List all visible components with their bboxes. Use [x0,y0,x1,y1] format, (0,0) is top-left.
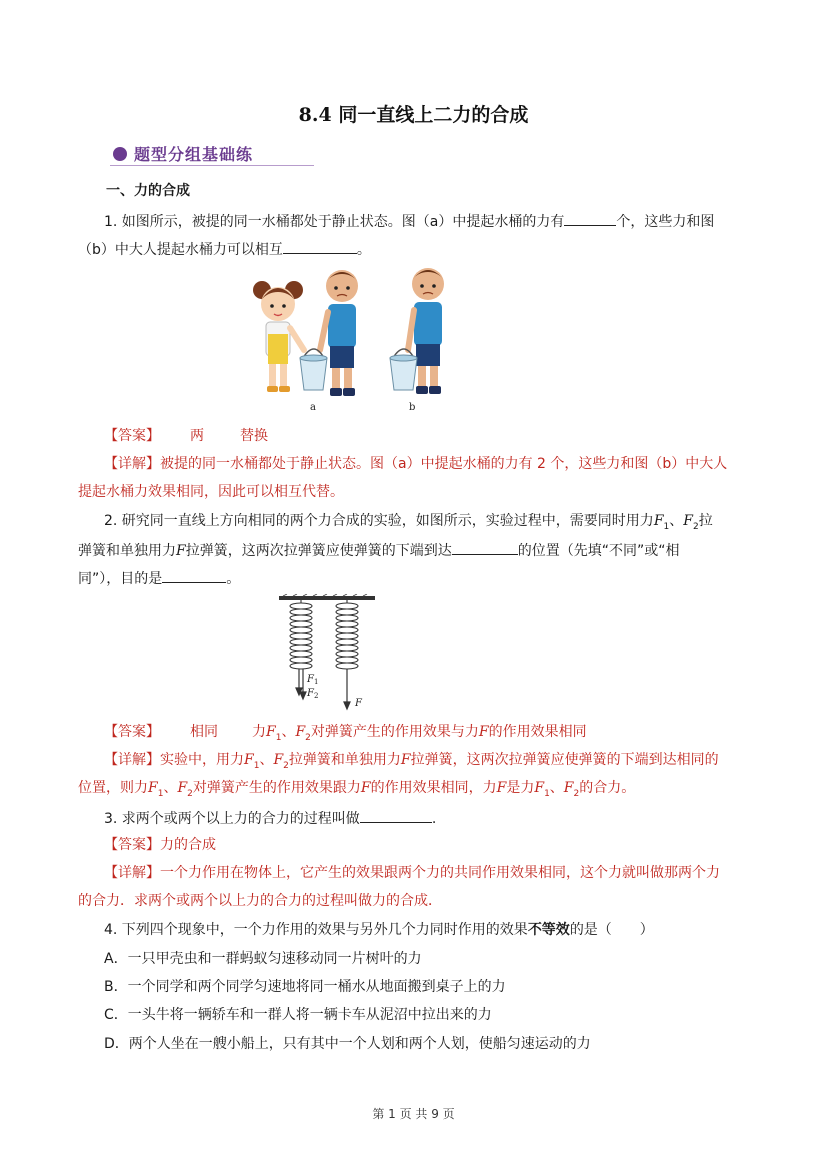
q3-text: 3. 求两个或两个以上力的合力的过程叫做 [104,811,360,827]
q1-answer [104,427,268,445]
q2-detail-text: 拉弹簧和单独用力 [288,752,401,768]
q4-option-c[interactable]: C．一头牛将一辆轿车和一群人将一辆卡车从泥沼中拉出来的力 [104,1007,492,1023]
q2-text: 的作用效果相同 [488,724,587,740]
q2-detail-text: 是力 [506,780,535,796]
q2-sub-2: 2 [187,788,193,799]
q1-answer-1: 两 [190,428,204,444]
man-figure-a [320,270,358,396]
force-arrows [296,669,350,709]
q3-answer [104,836,216,854]
q2-detail-text: 对弹簧产生的作用效果跟力 [192,780,361,796]
q3-text: . [431,811,437,827]
q1-text: （b）中大人提起水桶力可以相互 [78,242,283,258]
detail-tag: 【详解】 [104,865,160,881]
q2-detail-text: 位置，则力 [78,780,148,796]
q2-var-f2: F [177,780,188,796]
answer-tag: 【答案】 [104,837,160,853]
answer-tag: 【答案】 [104,428,160,444]
ceiling-hatch [283,594,367,596]
q2-var-f2: F [683,513,693,529]
q2-text: 、 [669,513,684,529]
q2-var-f1: F [148,780,158,796]
detail-tag: 【详解】 [104,752,160,768]
q2-line-2 [78,540,679,560]
answer-tag: 【答案】 [104,724,160,740]
q2-text: 拉 [698,513,713,529]
section-banner [110,142,314,166]
bullet-dot-icon [113,147,127,161]
q2-text: 、 [549,780,564,796]
q2-detail-text: 拉弹簧，这两次拉弹簧应使弹簧的下端到达相同的 [410,752,719,768]
q2-var-f: F [176,543,186,559]
q2-var-f2: F [295,724,306,740]
q3-detail-text: 一个力作用在物体上，它产生的效果跟两个力的共同作用效果相同，这个力就叫做那两个力 [160,865,720,881]
q3-line [104,808,436,828]
q2-sub-1: 1 [275,732,282,743]
q1-answer-2: 替换 [240,428,268,444]
q2-var-f2: F [563,780,574,796]
q2-sub-1: 1 [663,521,670,532]
q4-text: 的是（ ） [569,922,654,938]
q3-detail-line-2: 的合力．求两个或两个以上力的合力的过程叫做力的合成． [78,893,442,909]
q2-detail-text: 实验中，用力 [160,752,244,768]
q2-blank-1[interactable] [452,540,518,555]
figure-springs [275,594,379,712]
banner-underline [110,165,314,166]
q2-text: 力 [252,724,266,740]
page-title: 8.4 同一直线上二力的合成 [298,104,529,126]
q2-var-f1: F [266,724,276,740]
q2-text: 的位置（先填“不同”或“相 [517,543,680,559]
q2-sub-1: 1 [157,788,164,799]
q2-text: 弹簧和单独用力 [78,543,176,559]
q2-var-f2: F [273,752,284,768]
q1-detail-text: 被提的同一水桶都处于静止状态。图（a）中提起水桶的力有 2 个，这些力和图（b）中大人 [160,456,728,472]
q2-sub-1: 1 [253,760,260,771]
q2-var-f: F [400,752,411,768]
q1-text: 个，这些力和图 [616,214,715,230]
q2-text: 同”），目的是 [78,571,163,587]
q2-var-f: F [496,780,507,796]
q2-sub-2: 2 [692,521,699,532]
q1-blank-2[interactable] [283,239,357,254]
q3-detail-line-1 [104,864,720,882]
figure-label-a: a [310,402,316,413]
q2-line-1 [104,512,713,536]
bucket-b [390,349,417,390]
q4-emphasis: 不等效 [527,922,570,938]
q2-blank-2[interactable] [162,568,226,583]
section-heading: 一、力的合成 [106,183,190,199]
q2-answer-1: 相同 [190,724,218,740]
spring-label-f: F [355,698,362,709]
q1-blank-1[interactable] [564,211,616,226]
q1-detail-line-1 [104,455,727,473]
q1-line-1 [104,211,714,231]
q2-var-f: F [360,780,371,796]
q2-sub-2: 2 [305,732,311,743]
q4-option-b[interactable]: B．一个同学和两个同学匀速地将同一桶水从地面搬到桌子上的力 [104,979,506,995]
q2-text: 拉弹簧，这两次拉弹簧应使弹簧的下端到达 [185,543,452,559]
q2-answer [104,723,587,747]
spring-ceiling [279,596,375,600]
q2-sub-1: 1 [544,788,550,799]
figure-people-buckets [248,262,478,416]
q2-text: 、 [259,752,274,768]
spring-label-f2: $F_2$ [307,688,319,700]
q4-option-d[interactable]: D．两个人坐在一艘小船上，只有其中一个人划和两个人划，使船匀速运动的力 [104,1036,591,1052]
q2-detail-line-1 [104,751,719,775]
bucket-a [300,349,327,390]
q3-blank[interactable] [360,808,432,823]
q4-option-a[interactable]: A．一只甲壳虫和一群蚂蚁匀速移动同一片树叶的力 [104,951,422,967]
q4-text: 4. 下列四个现象中，一个力作用的效果与另外几个力同时作用的效果 [104,922,528,938]
q2-text: 2. 研究同一直线上方向相同的两个力合成的实验，如图所示，实验过程中，需要同时用力 [104,513,654,529]
q2-var-f1: F [244,752,254,768]
q2-text: 、 [163,780,178,796]
q2-var-f1: F [653,513,664,529]
q2-detail-text: 的合力。 [579,780,636,796]
q4-stem [104,921,654,939]
page-footer: 第 1 页 共 9 页 [372,1107,455,1121]
detail-tag: 【详解】 [104,456,160,472]
q2-text: 对弹簧产生的作用效果与力 [310,724,479,740]
q2-text: 、 [281,724,296,740]
q1-text: 1. 如图所示，被提的同一水桶都处于静止状态。图（a）中提起水桶的力有 [104,214,565,230]
section-banner-label: 题型分组基础练 [134,145,254,164]
q2-var-f1: F [534,780,545,796]
q1-detail-line-2: 提起水桶力效果相同，因此可以相互代替。 [78,484,344,500]
spring-right [336,600,358,669]
spring-left [290,600,312,669]
q2-text: 。 [226,571,241,587]
q2-var-f: F [478,724,489,740]
figure-label-b: b [409,402,416,413]
q2-detail-text: 的作用效果相同，力 [370,780,497,796]
q2-detail-line-2 [78,779,635,803]
q2-sub-2: 2 [573,788,580,799]
q1-line-2 [78,239,371,259]
q1-text: 。 [356,242,371,258]
q2-sub-2: 2 [283,760,289,771]
girl-figure [253,281,304,392]
q3-answer-text: 力的合成 [160,837,216,853]
spring-label-f1: $F_1$ [307,674,319,686]
q2-line-3 [78,568,240,588]
